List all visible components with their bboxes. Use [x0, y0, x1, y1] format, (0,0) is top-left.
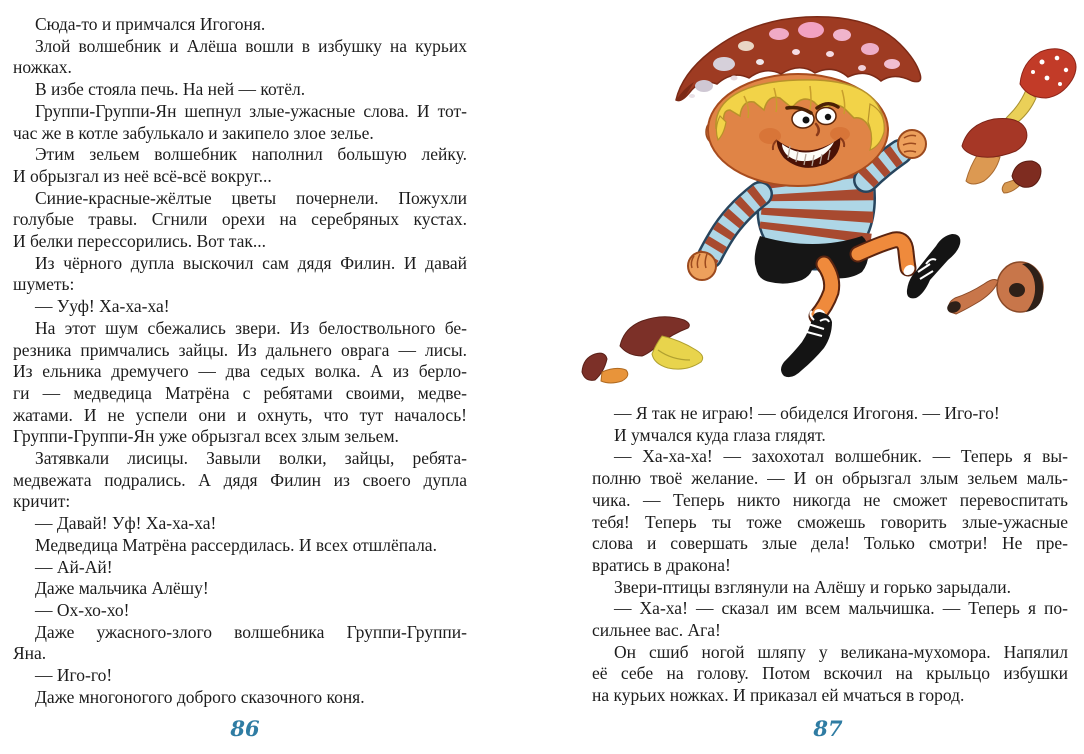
cap-dot [1040, 60, 1045, 65]
text-line: Даже мальчика Алёшу! [35, 578, 209, 599]
text-line: В избе стояла печь. На ней — котёл. [35, 79, 306, 100]
cap-dot [1045, 76, 1050, 81]
text-line: кричит: [13, 491, 71, 512]
mushroom-corner-piece [582, 353, 628, 383]
text-line: слова и совершать злые дела! Только смотри! Не пре- [592, 533, 1068, 554]
paragraph [13, 513, 467, 535]
text-line: Группи-Группи-Ян уже обрызгал всех злым зельем. [13, 426, 399, 447]
hat-spot [769, 28, 789, 40]
text-line: И обрызгал из неё всё-всё вокруг... [13, 165, 272, 186]
paragraph [13, 296, 467, 318]
hat-spot [826, 51, 834, 57]
hat-spot [689, 94, 695, 98]
cap-dot [1055, 56, 1060, 61]
paragraph [592, 403, 1068, 425]
paragraph [13, 79, 467, 101]
paragraph [13, 36, 467, 79]
text-line: Злой волшебник и Алёша вошли в избушку на курьих [35, 35, 467, 56]
text-line: вратись в дракона! [592, 554, 731, 575]
text-line: медвежата подрались. А дядя Филин из своего дупла [13, 469, 467, 490]
fist-right [898, 130, 926, 158]
illustration-boy-with-mushrooms [574, 4, 1084, 402]
boy [676, 17, 960, 377]
mushroom-stem [652, 336, 703, 369]
paragraph [592, 642, 1068, 707]
mushroom-flying-agaric [1002, 49, 1076, 126]
text-line: жатами. И не успели они и охнуть, что тут началось! [13, 404, 467, 425]
pupil [825, 114, 831, 120]
hat-spot [884, 59, 900, 69]
hat-spot [695, 80, 713, 92]
text-line: Из чёрного дупла выскочил сам дядя Филин. И давай [35, 252, 467, 273]
text-line: И белки перессорились. Вот так... [13, 231, 266, 252]
text-line: — Ха-ха-ха! — захохотал волшебник. — Теперь я вы- [614, 446, 1068, 467]
text-line: чика. — Теперь никто никогда не сможет перевоспитать [592, 489, 1068, 510]
text-line: На этот шум сбежались звери. Из белоствольного бе- [35, 317, 467, 338]
paragraph [592, 598, 1068, 641]
mushroom-cap [1020, 49, 1076, 98]
arm-left-lowered [688, 194, 760, 280]
paragraph [13, 557, 467, 579]
text-line: её себе на голову. Потом вскочил на крыльцо избушки [592, 663, 1068, 684]
text-line: — Ай-Ай! [35, 556, 113, 577]
text-line: голубые травы. Сгнили орехи на серебряных кустах. [13, 209, 467, 230]
mushroom-cap [962, 118, 1027, 157]
paragraph [592, 577, 1068, 599]
text-line: Затявкали лисицы. Завыли волки, зайцы, ребята- [35, 448, 467, 469]
hat-spot [756, 59, 764, 65]
text-line: Даже многоногого доброго сказочного коня. [35, 686, 365, 707]
paragraph [13, 253, 467, 296]
mushroom-stem [601, 368, 628, 383]
mushroom-small-flying [1002, 161, 1041, 193]
left-page-number: 86 [230, 716, 260, 741]
paragraph [592, 425, 1068, 447]
leg-right [858, 234, 960, 298]
text-line: Медведица Матрёна рассердилась. И всех отшлёпала. [35, 534, 437, 555]
mushroom-stem-piece [945, 280, 998, 315]
text-line: — Ха-ха! — сказал им всем мальчишка. — Теперь я по- [614, 598, 1068, 619]
text-line: час же в котле забулькало и закипело злое зелье. [13, 122, 374, 143]
cap-dot [1058, 82, 1062, 86]
text-line: Сюда-то и примчался Игогоня. [35, 14, 266, 34]
mushroom-knocked [620, 317, 703, 369]
text-line: Даже ужасного-злого волшебника Группи-Группи- [35, 621, 467, 642]
hat-spot [798, 22, 824, 38]
text-line: — Я так не играю! — обиделся Игогоня. — Иго-го! [614, 403, 1000, 423]
mushroom-broken-cap [997, 262, 1043, 312]
cap-hole [1009, 283, 1025, 297]
text-line: — Ох-хо-хо! [35, 599, 130, 620]
paragraph [13, 144, 467, 187]
text-line: Из ельника дремучего — два седых волка. А из берло- [13, 361, 467, 382]
cap-dot [1064, 68, 1068, 72]
hat-spot [738, 41, 754, 51]
mushroom-cap [1012, 161, 1041, 187]
hat-spot [713, 57, 735, 71]
hat-spot [731, 76, 738, 81]
text-line: ножках. [13, 57, 72, 78]
paragraph [13, 665, 467, 687]
right-page-text [592, 403, 1068, 707]
cap-dot [1031, 70, 1035, 74]
paragraph [13, 600, 467, 622]
hat-spot [833, 29, 851, 41]
text-line: Группи-Группи-Ян шепнул злые-ужасные слова. И тот- [35, 100, 467, 121]
text-line: Он сшиб ногой шляпу у великана-мухомора. Напялил [614, 641, 1068, 662]
paragraph [13, 622, 467, 665]
pupil [803, 117, 810, 124]
paragraph [592, 446, 1068, 576]
text-line: Яна. [13, 643, 47, 664]
text-line: шуметь: [13, 274, 75, 295]
mushroom-stem [966, 154, 1000, 184]
text-line: Звери-птицы взглянули на Алёшу и горько зарыдали. [614, 576, 1012, 597]
text-line: на курьих ножках. И приказал ей мчаться в город. [592, 685, 965, 706]
right-page-number: 87 [813, 716, 843, 741]
paragraph [13, 578, 467, 600]
hat-spot [792, 49, 800, 55]
text-line: — Ууф! Ха-ха-ха! [35, 296, 170, 317]
text-line: Этим зельем волшебник наполнил большую лейку. [35, 144, 467, 165]
text-line: полню твоё желание. — И он обрызгал злым зельем маль- [592, 468, 1068, 489]
paragraph [13, 687, 467, 709]
paragraph [13, 101, 467, 144]
text-line: ги — медведица Матрёна с ребятами своими, медве- [13, 382, 467, 403]
text-line: тебя! Теперь ты тоже сможешь говорить злые-ужасные [592, 511, 1068, 532]
paragraph [13, 188, 467, 253]
hat-spot [858, 65, 866, 71]
text-line: сильнее вас. Ага! [592, 620, 721, 641]
paragraph [13, 318, 467, 448]
paragraph [13, 14, 467, 36]
text-line: Синие-красные-жёлтые цветы почернели. Пожухли [35, 187, 467, 208]
hat-spot [861, 43, 879, 55]
left-page-text [13, 14, 467, 709]
text-line: И умчался куда глаза глядят. [614, 424, 826, 445]
shoe-left [781, 312, 832, 377]
text-line: — Давай! Уф! Ха-ха-ха! [35, 513, 217, 534]
text-line: — Иго-го! [35, 665, 113, 686]
paragraph [13, 448, 467, 513]
text-line: резника примчались зайцы. Из дальнего оврага — лисы. [13, 339, 467, 360]
paragraph [13, 535, 467, 557]
